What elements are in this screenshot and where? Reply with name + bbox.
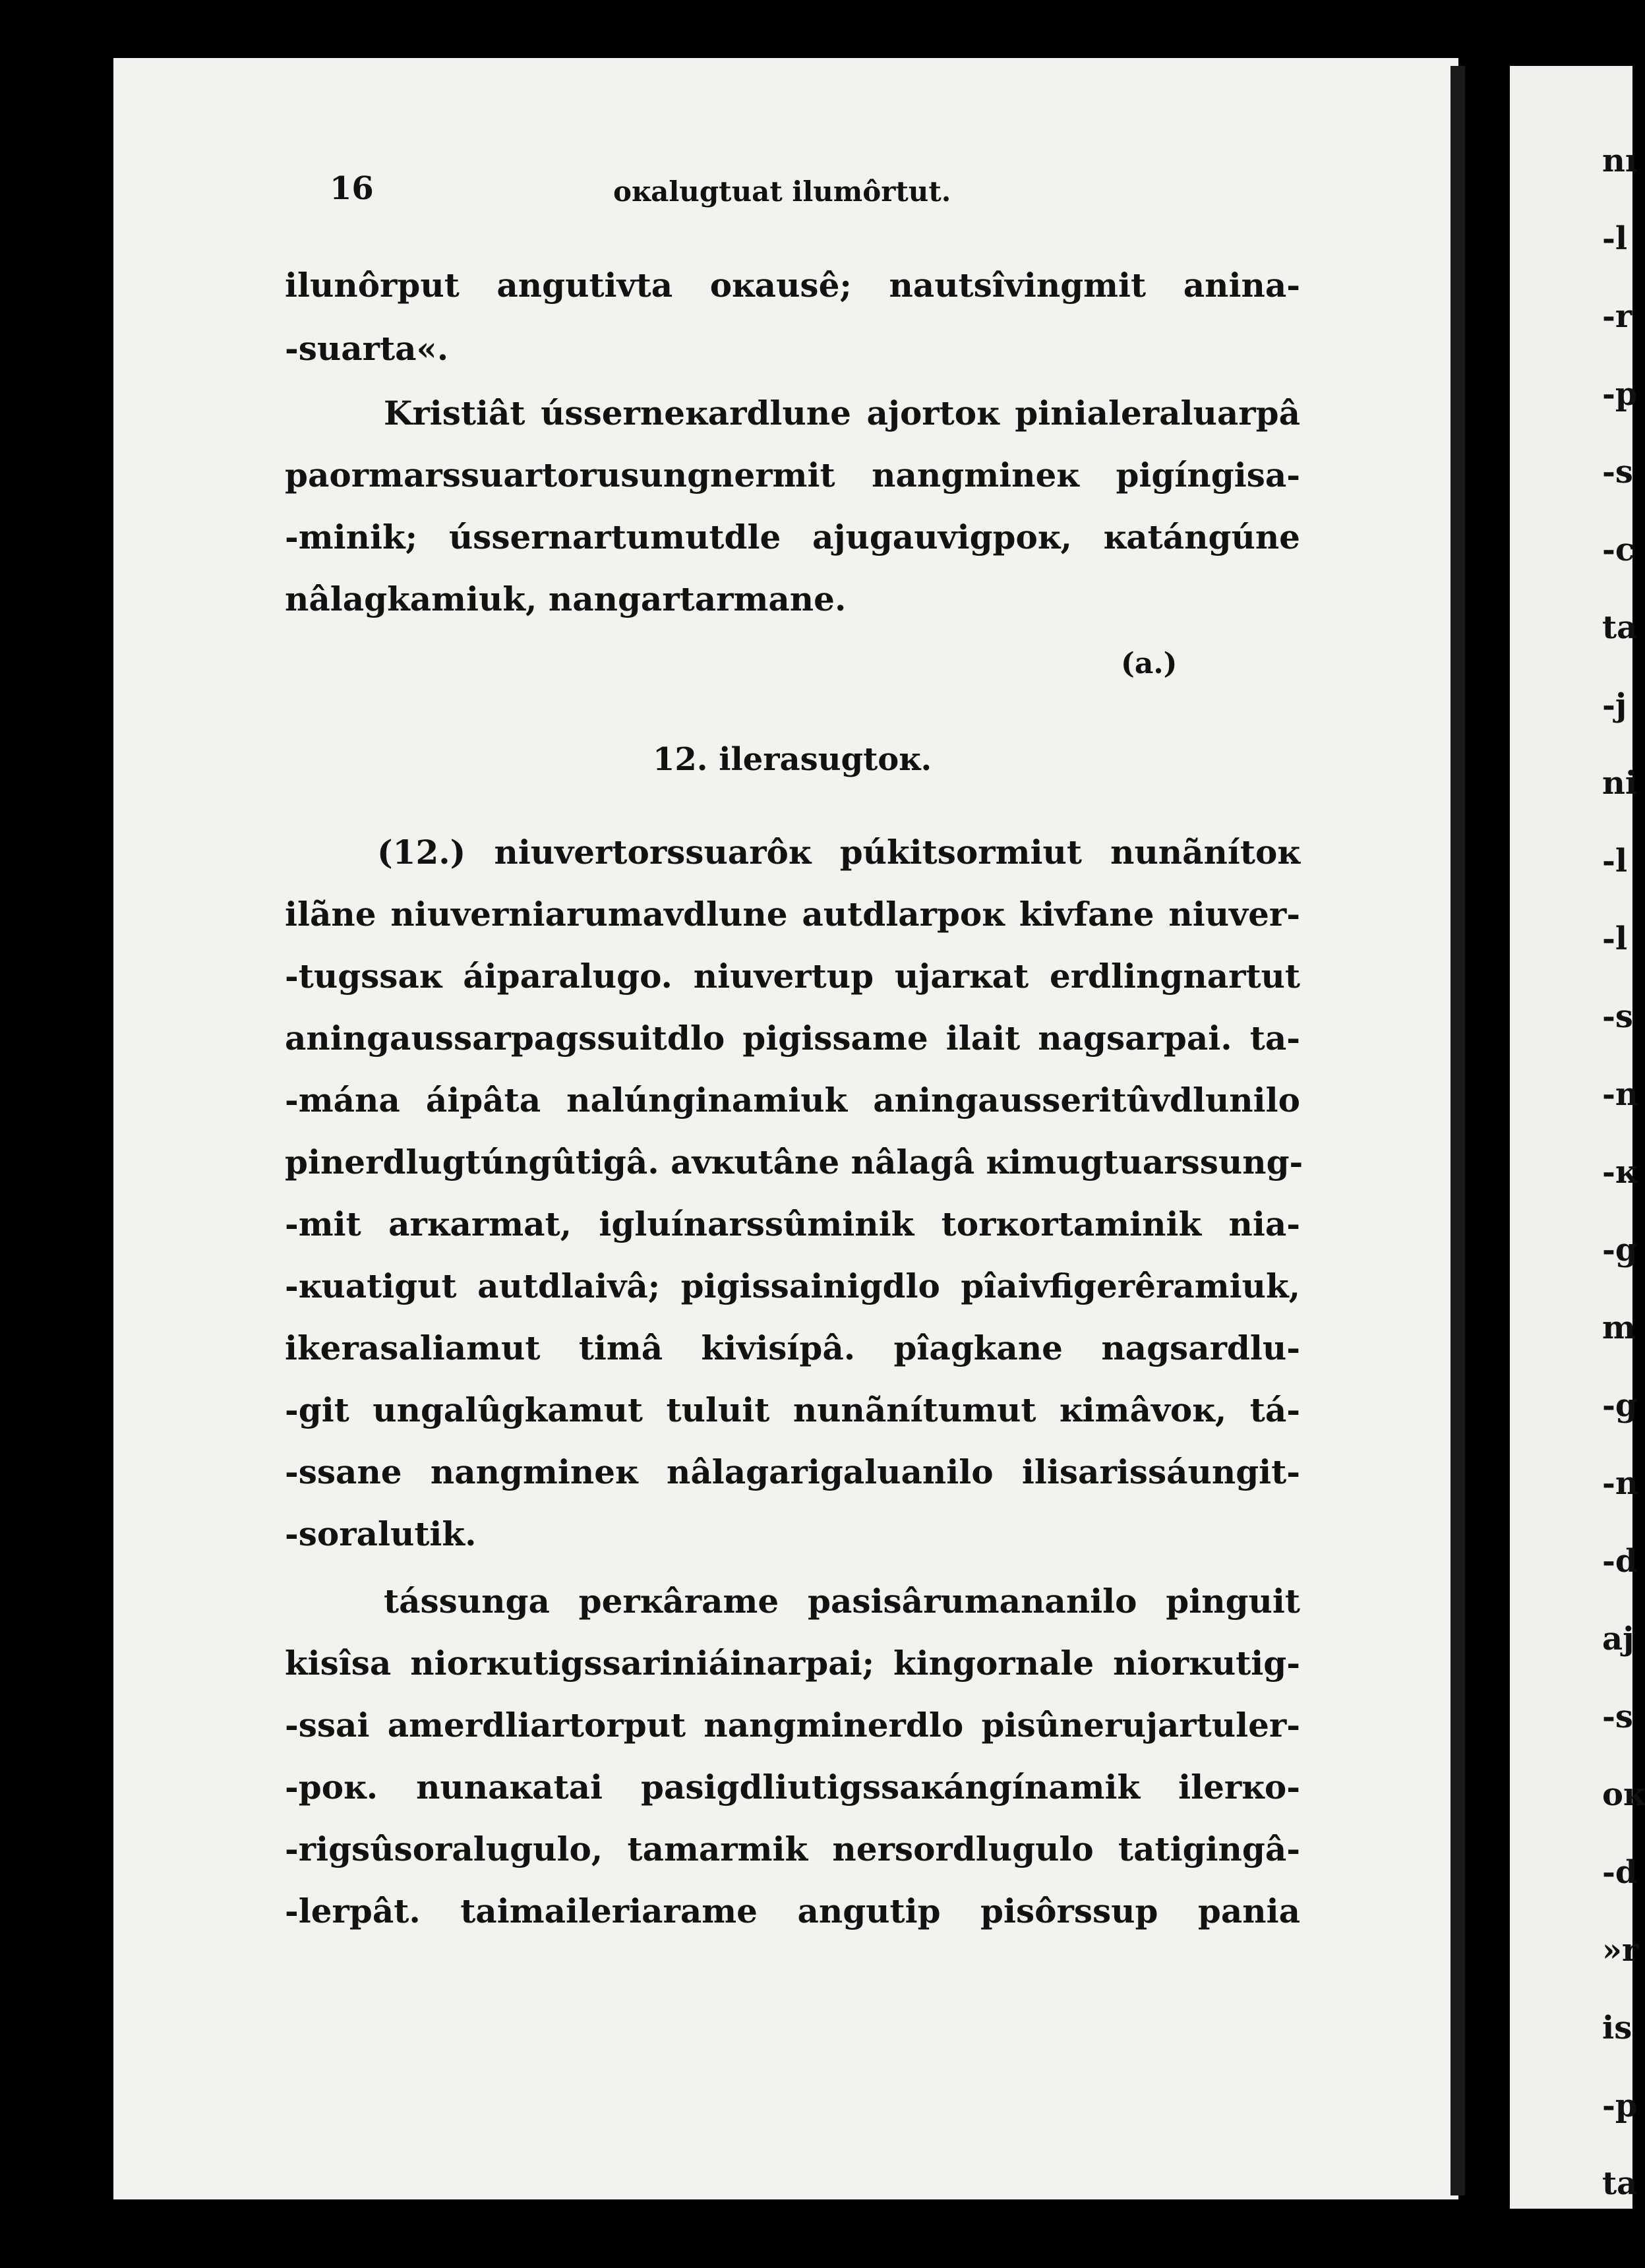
text-line: -suarta«. <box>285 329 449 368</box>
facing-fragment: -l <box>1602 920 1628 957</box>
facing-fragment: aj <box>1602 1621 1634 1657</box>
facing-fragment: »r <box>1602 1932 1639 1969</box>
text-line: Kristiât ússerneĸardlune ajortoĸ pinialeraluarpâ <box>384 394 1300 433</box>
text-line: -git ungalûgkamut tuluit nunãnítumut ĸimâvoĸ, tá- <box>285 1390 1300 1429</box>
text-line: -poĸ. nunaĸatai pasigdliutigssaĸángínamik ilerĸo- <box>285 1768 1300 1806</box>
text-line: ilãne niuverniarumavdlune autdlarpoĸ kivfane niuver- <box>285 895 1300 934</box>
facing-fragment: -s <box>1602 454 1633 491</box>
book-gutter <box>1451 66 1465 2195</box>
facing-fragment: nı <box>1602 142 1638 179</box>
facing-fragment: -j <box>1602 687 1627 724</box>
text-line: pinerdlugtúngûtigâ. avĸutâne nâlagâ ĸimugtuarssung- <box>285 1143 1303 1181</box>
facing-page-edge <box>1510 66 1645 2209</box>
facing-fragment: -l <box>1602 220 1628 257</box>
facing-fragment: m <box>1602 1309 1636 1346</box>
text-line: kisîsa niorĸutigssariniáinarpai; kingornale niorĸutig- <box>285 1644 1300 1683</box>
facing-fragment: -p <box>1602 2087 1638 2124</box>
facing-fragment: -c <box>1602 531 1635 568</box>
facing-fragment: -g <box>1602 1387 1638 1424</box>
text-line: aningaussarpagssuitdlo pigissame ilait nagsarpai. ta- <box>285 1019 1300 1058</box>
text-line: paormarssuartorusungnermit nangmineĸ pigíngisa- <box>285 456 1300 494</box>
text-line: -soralutik. <box>285 1514 477 1553</box>
text-line: nâlagkamiuk, nangartarmane. <box>285 580 847 618</box>
section-heading: 12. ilerasugtoĸ. <box>653 741 932 778</box>
facing-fragment: -l <box>1602 843 1628 880</box>
facing-fragment: -n <box>1602 1465 1638 1502</box>
page-number: 16 <box>330 170 374 207</box>
facing-fragment: -g <box>1602 1232 1638 1268</box>
text-line: -mit arĸarmat, igluínarssûminik torĸortaminik nia- <box>285 1205 1300 1243</box>
text-line: tássunga perĸârame pasisârumananilo pinguit <box>384 1582 1300 1621</box>
facing-fragment: -p <box>1602 376 1638 413</box>
facing-fragment: ta <box>1602 2165 1638 2202</box>
facing-fragment: ni <box>1602 765 1638 802</box>
facing-fragment: is <box>1602 2010 1632 2046</box>
facing-fragment: oĸ <box>1602 1776 1645 1813</box>
text-line: -tugssaĸ áiparalugo. niuvertup ujarĸat erdlingnartut <box>285 957 1300 996</box>
text-line: (12.) niuvertorssuarôĸ púkitsormiut nunãnítoĸ <box>377 833 1300 872</box>
facing-fragment: -d <box>1602 1543 1638 1580</box>
facing-fragment: -s <box>1602 998 1633 1035</box>
facing-fragment: -ĸ <box>1602 1154 1638 1191</box>
book-page <box>113 58 1458 2199</box>
facing-fragment: -s <box>1602 1698 1633 1735</box>
running-head: oĸalugtuat ilumôrtut. <box>613 175 951 208</box>
text-line: -minik; ússernartumutdle ajugauvigpoĸ, ĸatángúne <box>285 518 1300 556</box>
facing-fragment: -n <box>1602 1076 1638 1113</box>
text-line: -ĸuatigut autdlaivâ; pigissainigdlo pîaivfigerêramiuk, <box>285 1267 1300 1305</box>
text-line: -lerpât. taimaileriarame angutip pisôrssup pania <box>285 1892 1300 1930</box>
text-line: -mána áipâta nalúnginamiuk aningausseritûvdlunilo <box>285 1081 1300 1119</box>
note-label: (a.) <box>1121 647 1178 680</box>
text-line: -ssai amerdliartorput nangminerdlo pisûnerujartuler- <box>285 1706 1300 1745</box>
facing-fragment: -r <box>1602 298 1632 335</box>
text-line: -rigsûsoralugulo, tamarmik nersordlugulo tatigingâ- <box>285 1830 1300 1868</box>
facing-fragment: -d <box>1602 1854 1638 1891</box>
text-line: ikerasaliamut timâ kivisípâ. pîagkane nagsardlu- <box>285 1328 1300 1367</box>
text-line: ilunôrput angutivta oĸausê; nautsîvingmit anina- <box>285 266 1300 305</box>
facing-fragment: ta <box>1602 609 1638 646</box>
text-line: -ssane nangmineĸ nâlagarigaluanilo ilisarissáungit- <box>285 1452 1300 1491</box>
